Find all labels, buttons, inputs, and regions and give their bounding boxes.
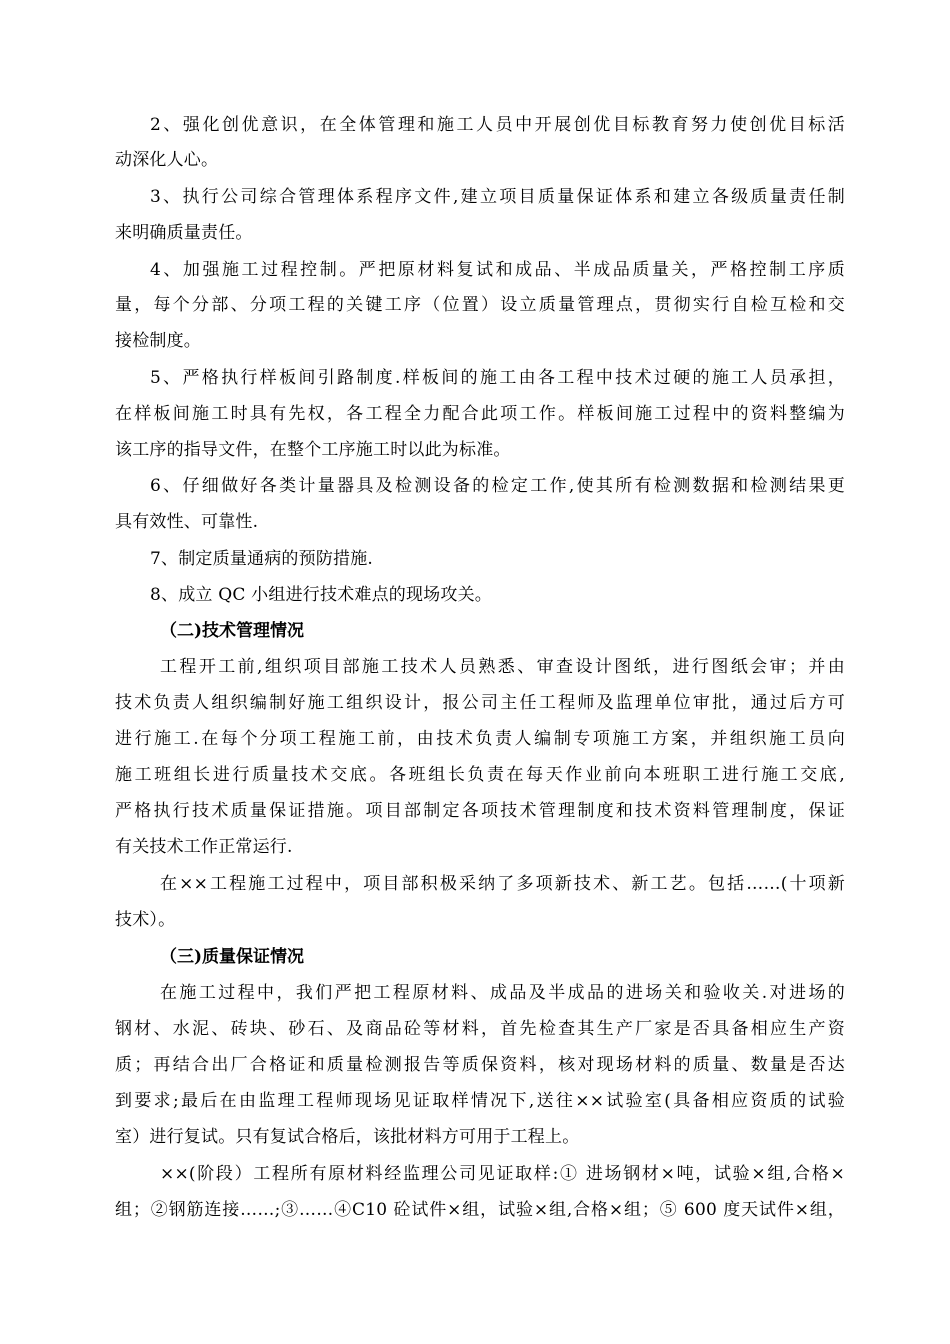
paragraph-line: 5、严格执行样板间引路制度.样板间的施工由各工程中技术过硬的施工人员承担，: [150, 368, 845, 388]
paragraph-line: 工程开工前,组织项目部施工技术人员熟悉、审查设计图纸，进行图纸会审；并由: [160, 657, 845, 677]
paragraph-line: 在施工过程中，我们严把工程原材料、成品及半成品的进场关和验收关.对进场的: [160, 983, 845, 1003]
paragraph-line: 技术负责人组织编制好施工组织设计，报公司主任工程师及监理单位审批，通过后方可: [115, 693, 845, 713]
paragraph-line: 在××工程施工过程中，项目部积极采纳了多项新技术、新工艺。包括……(十项新: [160, 874, 845, 894]
paragraph-line: 施工班组长进行质量技术交底。各班组长负责在每天作业前向本班职工进行施工交底,: [115, 765, 845, 785]
paragraph-line: 接检制度。: [115, 331, 201, 351]
paragraph-line: 6、仔细做好各类计量器具及检测设备的检定工作,使其所有检测数据和检测结果更: [150, 476, 845, 496]
paragraph-line: 在样板间施工时具有先权，各工程全力配合此项工作。样板间施工过程中的资料整编为: [115, 404, 845, 424]
paragraph-line: 4、加强施工过程控制。严把原材料复试和成品、半成品质量关，严格控制工序质: [150, 260, 845, 280]
paragraph-line: 技术）。: [115, 910, 176, 930]
paragraph-line: ××(阶段）工程所有原材料经监理公司见证取样:① 进场钢材×吨，试验×组,合格×: [160, 1164, 845, 1184]
section-heading: （二)技术管理情况: [160, 621, 305, 641]
section-heading: （三)质量保证情况: [160, 947, 305, 967]
paragraph-line: 该工序的指导文件，在整个工序施工时以此为标准。: [115, 440, 511, 460]
paragraph-line: 具有效性、可靠性.: [115, 512, 259, 532]
paragraph-line: 7、制定质量通病的预防措施.: [150, 549, 374, 569]
paragraph-line: 到要求;最后在由监理工程师现场见证取样情况下,送往××试验室(具备相应资质的试验: [115, 1091, 845, 1111]
paragraph-line: 3、执行公司综合管理体系程序文件,建立项目质量保证体系和建立各级质量责任制: [150, 187, 845, 207]
paragraph-line: 组；②钢筋连接……;③……④C10 砼试件×组，试验×组,合格×组；⑤ 600 度天试件×组，: [115, 1200, 845, 1220]
paragraph-line: 动深化人心。: [115, 150, 219, 170]
paragraph-line: 钢材、水泥、砖块、砂石、及商品砼等材料，首先检查其生产厂家是否具备相应生产资: [115, 1019, 845, 1039]
paragraph-line: 室）进行复试。只有复试合格后，该批材料方可用于工程上。: [115, 1127, 580, 1147]
paragraph-line: 量，每个分部、分项工程的关键工序（位置）设立质量管理点，贯彻实行自检互检和交: [115, 295, 845, 315]
paragraph-line: 来明确质量责任。: [115, 223, 253, 243]
paragraph-line: 2、强化创优意识，在全体管理和施工人员中开展创优目标教育努力使创优目标活: [150, 115, 845, 135]
paragraph-line: 质；再结合出厂合格证和质量检测报告等质保资料，核对现场材料的质量、数量是否达: [115, 1055, 845, 1075]
paragraph-line: 严格执行技术质量保证措施。项目部制定各项技术管理制度和技术资料管理制度，保证: [115, 801, 845, 821]
paragraph-line: 进行施工.在每个分项工程施工前，由技术负责人编制专项施工方案，并组织施工员向: [115, 729, 845, 749]
paragraph-line: 有关技术工作正常运行.: [115, 837, 293, 857]
paragraph-line: 8、成立 QC 小组进行技术难点的现场攻关。: [150, 585, 492, 605]
